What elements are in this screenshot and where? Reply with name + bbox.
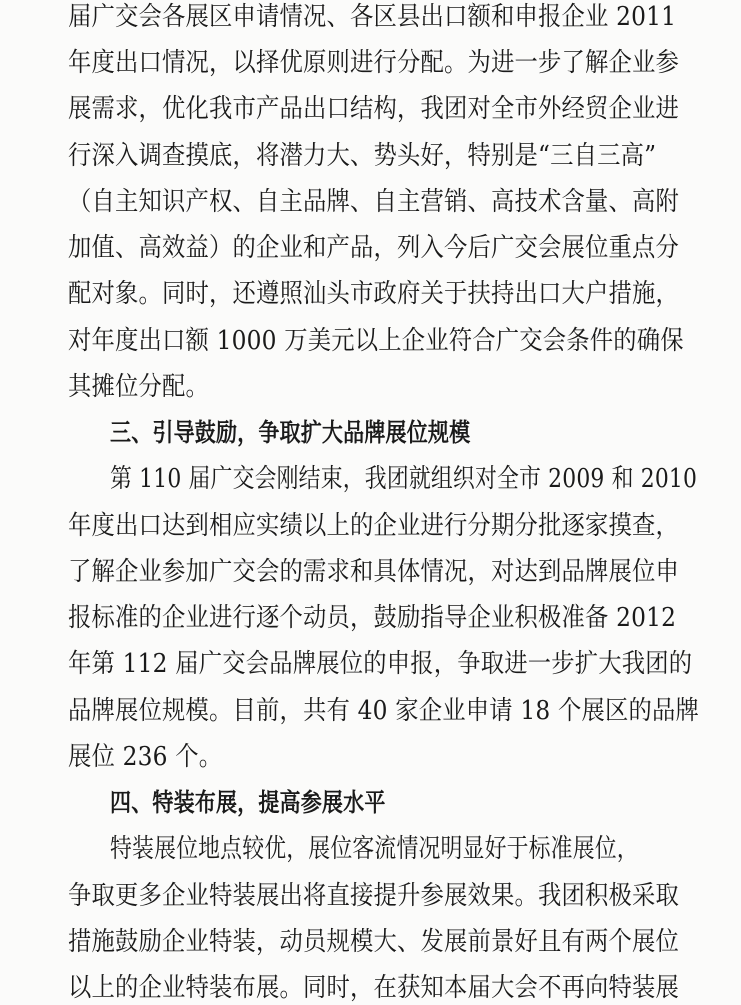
text-line: 其摊位分配。: [68, 372, 210, 402]
text-line: 以上的企业特装布展。同时，在获知本届大会不再向特装展: [68, 973, 680, 1003]
text-line: 行深入调查摸底，将潜力大、势头好，特别是“三自三高”: [68, 141, 657, 171]
text-line: 展需求，优化我市产品出口结构，我团对全市外经贸企业进: [68, 94, 680, 124]
text-line: 措施鼓励企业特装，动员规模大、发展前景好且有两个展位: [68, 927, 680, 957]
text-line: （自主知识产权、自主品牌、自主营销、高技术含量、高附: [68, 187, 680, 217]
text-line: 了解企业参加广交会的需求和具体情况，对达到品牌展位申: [68, 557, 680, 587]
section-heading-4: 四、特装布展，提高参展水平: [110, 788, 386, 817]
text-line: 对年度出口额 1000 万美元以上企业符合广交会条件的确保: [68, 326, 684, 356]
text-line: 第 110 届广交会刚结束，我团就组织对全市 2009 和 2010: [110, 464, 698, 494]
text-line: 特装展位地点较优，展位客流情况明显好于标准展位，: [110, 834, 639, 864]
text-line: 报标准的企业进行逐个动员，鼓励指导企业积极准备 2012: [68, 603, 677, 633]
text-line: 届广交会各展区申请情况、各区县出口额和申报企业 2011: [68, 2, 677, 32]
text-line: 配对象。同时，还遵照汕头市政府关于扶持出口大户措施，: [68, 279, 680, 309]
text-line: 年度出口达到相应实绩以上的企业进行分期分批逐家摸查，: [68, 511, 680, 541]
text-line: 品牌展位规模。目前，共有 40 家企业申请 18 个展区的品牌: [68, 696, 699, 726]
text-line: 争取更多企业特装展出将直接提升参展效果。我团积极采取: [68, 881, 680, 911]
text-line: 年度出口情况，以择优原则进行分配。为进一步了解企业参: [68, 48, 680, 78]
section-heading-3: 三、引导鼓励，争取扩大品牌展位规模: [110, 418, 471, 447]
text-line: 展位 236 个。: [68, 742, 223, 772]
text-line: 年第 112 届广交会品牌展位的申报，争取进一步扩大我团的: [68, 649, 693, 679]
text-line: 加值、高效益）的企业和产品，列入今后广交会展位重点分: [68, 233, 680, 263]
